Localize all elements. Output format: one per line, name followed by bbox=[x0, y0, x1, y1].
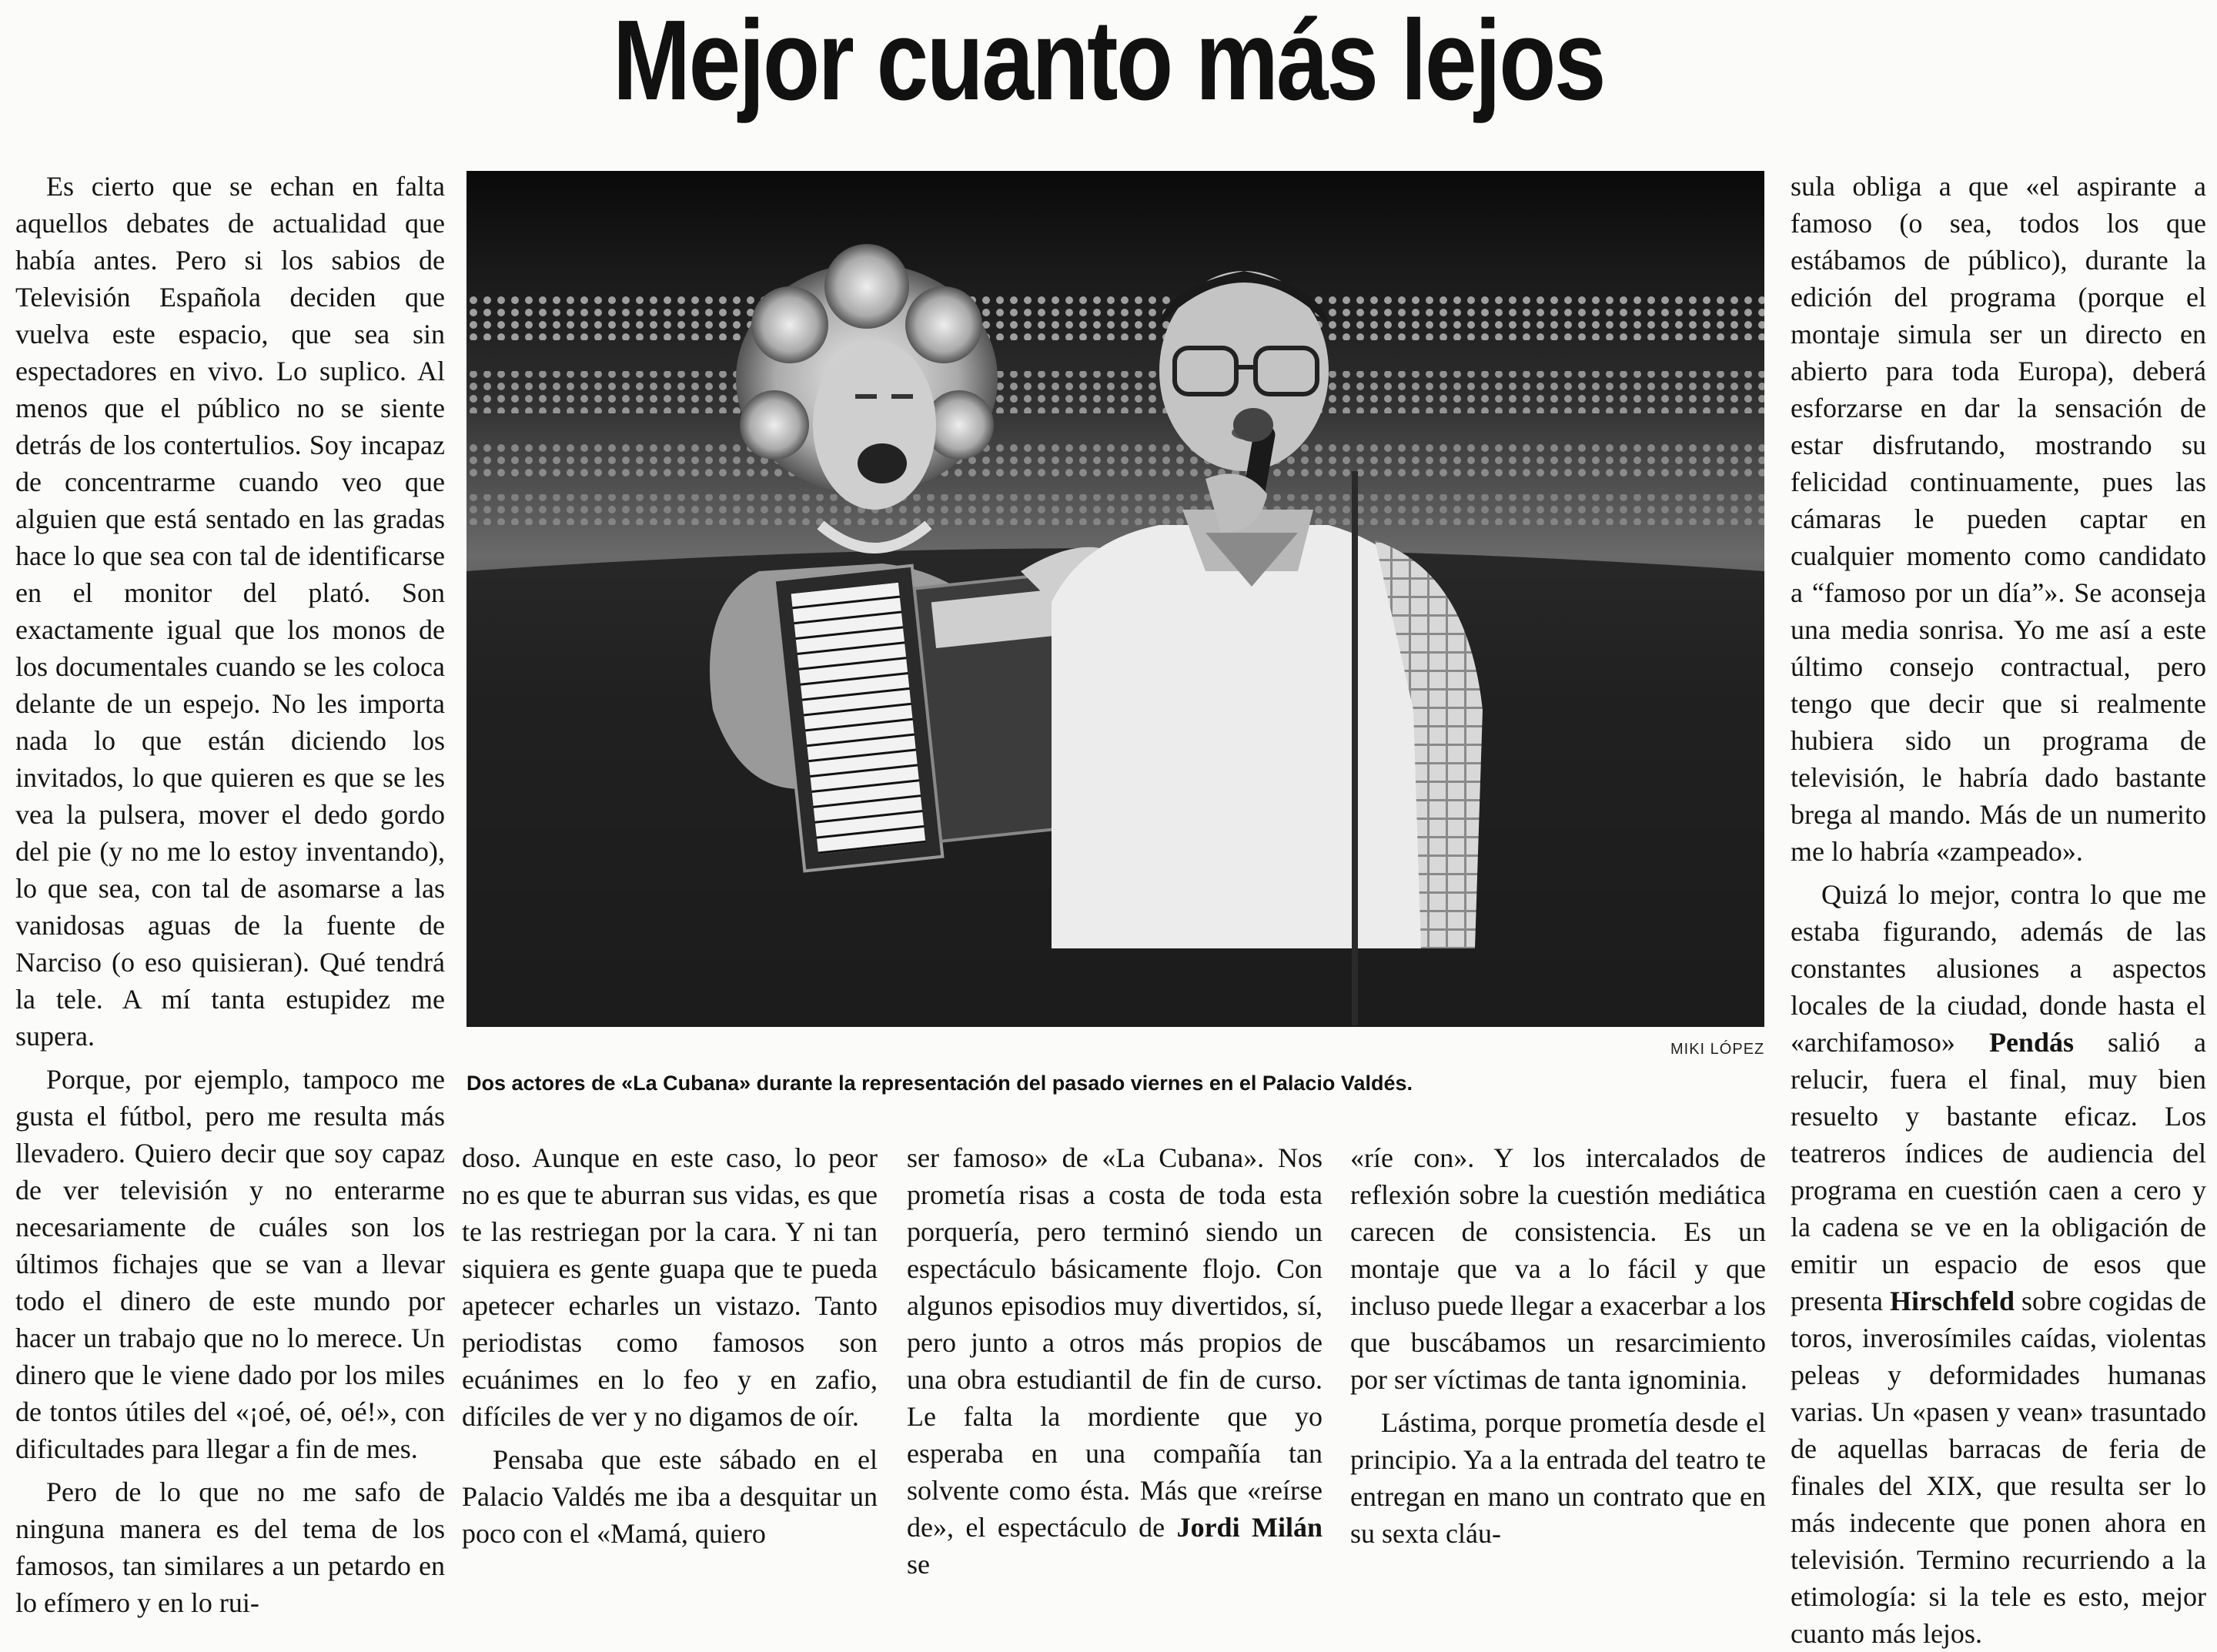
stage-performers-illustration bbox=[466, 171, 1764, 1027]
paragraph: «ríe con». Y los intercalados de reflexión sobre la cuestión mediática carecen de consistencia. Es un montaje que va a lo fácil y que incluso puede llegar a exacerbar a los que buscábamos un resarcimiento por ser víctimas de tanta ignominia. bbox=[1350, 1142, 1766, 1395]
photo-credit: MIKI LÓPEZ bbox=[1670, 1041, 1765, 1058]
article-column-bottom-3 bbox=[1350, 1139, 1766, 1549]
person-name: Jordi Milán bbox=[1176, 1512, 1323, 1543]
photo-caption: Dos actores de «La Cubana» durante la representación del pasado viernes en el Palacio Valdés. bbox=[466, 1072, 1413, 1095]
article-photo bbox=[466, 171, 1764, 1027]
paragraph: Porque, por ejemplo, tampoco me gusta el fútbol, pero me resulta más llevadero. Quiero decir que soy capaz de ver televisión y no enterarme necesariamente de cuáles son los últimos fichajes que se van a llevar todo el dinero de este mundo por hacer un trabajo que no lo merece. Un dinero que le viene dado por los miles de tontos útiles del «¡oé, oé, oé!», con dificultades para llegar a fin de mes. bbox=[15, 1064, 445, 1464]
text-run: salió a relucir, fuera el final, muy bien resuelto y bastante eficaz. Los teatreros índices de audiencia del programa en cuestión caen a cero y la cadena se ve en la obligación de emitir un espacio de esos que presenta bbox=[1791, 1027, 2206, 1316]
text-run: Quizá lo mejor, contra lo que me estaba figurando, además de las constantes alusiones a aspectos locales de la ciudad, donde hasta el «archifamoso» bbox=[1791, 879, 2206, 1058]
headline: Mejor cuanto más lejos bbox=[613, 0, 1604, 124]
article-column-right bbox=[1791, 168, 2207, 1649]
text-run: sobre cogidas de toros, inverosímiles caídas, violentas peleas y deformidades humanas varias. Un «pasen y vean» trasuntado de aquellas barracas de feria de finales del XIX, que resulta ser lo más indecente que ponen ahora en televisión. Termino recurriendo a la etimología: si la tele es esto, mejor cuanto más lejos. bbox=[1791, 1286, 2207, 1649]
text-run: se bbox=[907, 1549, 930, 1580]
paragraph: Pero de lo que no me safo de ninguna manera es del tema de los famosos, tan similares a un petardo en lo efímero y en lo rui- bbox=[15, 1476, 445, 1618]
paragraph: Pensaba que este sábado en el Palacio Valdés me iba a desquitar un poco con el «Mamá, quiero bbox=[462, 1444, 878, 1549]
paragraph bbox=[907, 1139, 1323, 1583]
text-run: ser famoso» de «La Cubana». Nos prometía risas a costa de toda esta porquería, pero terminó siendo un espectáculo básicamente flojo. Con algunos episodios muy divertidos, sí, pero junto a otros más propios de una obra estudiantil de fin de curso. Le falta la mordiente que yo esperaba en una compañía tan solvente como ésta. Más que «reírse de», el espectáculo de bbox=[907, 1142, 1323, 1543]
paragraph: doso. Aunque en este caso, lo peor no es que te aburran sus vidas, es que te las restriegan por la cara. Y ni tan siquiera es gente guapa que te pueda apetecer echarles un vistazo. Tanto periodistas como famosos son ecuánimes en lo feo y en zafio, difíciles de ver y no digamos de oír. bbox=[462, 1142, 878, 1432]
paragraph: sula obliga a que «el aspirante a famoso (o sea, todos los que estábamos de público), durante la edición del programa (porque el montaje simula ser un directo en abierto para toda Europa), deberá esforzarse en dar la sensación de estar disfrutando, mostrando su felicidad continuamente, pues las cámaras le pueden captar en cualquier momento como candidato a “famoso por un día”». Se aconseja una media sonrisa. Yo me así a este último consejo contractual, pero tengo que decir que si realmente hubiera sido un programa de televisión, le habría dado bastante brega al mando. Más de un numerito me lo habría «zampeado». bbox=[1791, 171, 2206, 867]
article-column-bottom-2 bbox=[907, 1139, 1323, 1580]
paragraph: Lástima, porque prometía desde el principio. Ya a la entrada del teatro te entregan en mano un contrato que en su sexta cláu- bbox=[1350, 1407, 1766, 1549]
paragraph: Es cierto que se echan en falta aquellos debates de actualidad que había antes. Pero si los sabios de Televisión Española deciden que vuelva este espacio, que sea sin espectadores en vivo. Lo suplico. Al menos que el público no se siente detrás de los contertulios. Soy incapaz de concentrarme cuando veo que alguien que está sentado en las gradas hace lo que sea con tal de identificarse en el monitor del plató. Son exactamente igual que los monos de los documentales cuando se les coloca delante de un espejo. No les importa nada lo que están diciendo los invitados, lo que quieren es que se les vea la pulsera, mover el dedo gordo del pie (y no me lo estoy inventando), lo que sea, con tal de asomarse a las vanidosas aguas de la fuente de Narciso (o eso quisieran). Qué tendrá la tele. A mí tanta estupidez me supera. bbox=[15, 171, 445, 1052]
person-name: Pendás bbox=[1988, 1027, 2074, 1058]
article-column-left bbox=[15, 168, 445, 1618]
article-column-bottom-1 bbox=[462, 1139, 878, 1549]
person-name: Hirschfeld bbox=[1889, 1286, 2015, 1316]
paragraph bbox=[1791, 876, 2206, 1652]
